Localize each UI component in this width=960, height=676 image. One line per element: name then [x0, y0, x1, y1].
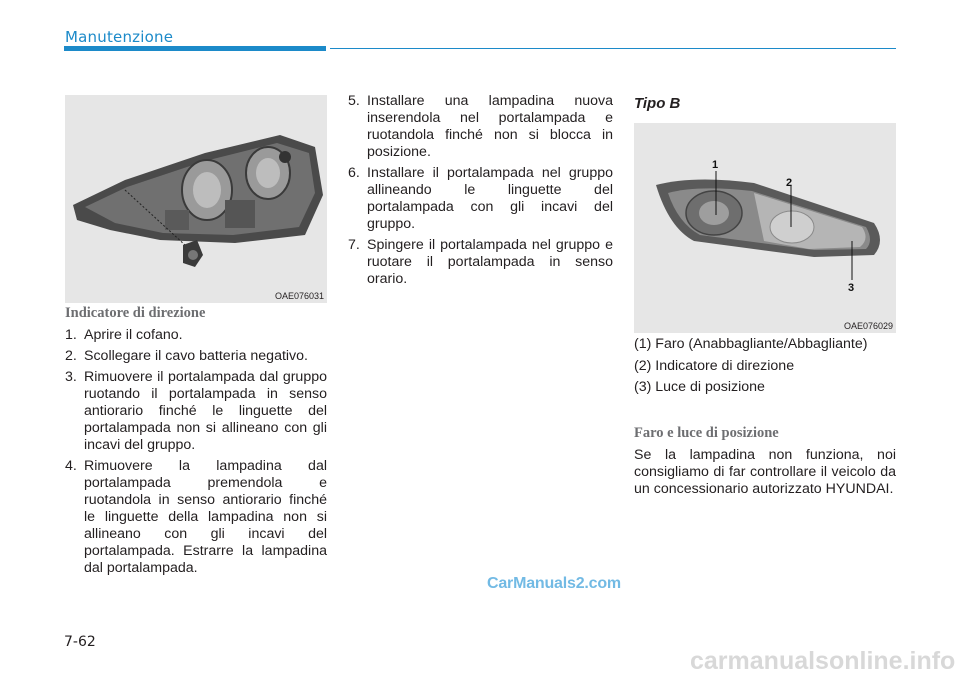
header-rule-thin — [330, 48, 896, 49]
column-3-lower — [634, 336, 896, 498]
page-number: 7-62 — [64, 634, 96, 650]
headlamp-rear-illustration — [65, 95, 327, 303]
list-item: 5. Installare una lampadina nuova inserendola nel portalampada e ruotandola finché non si blocca in posizione. — [348, 93, 613, 160]
step-list — [348, 93, 613, 288]
column-1 — [65, 305, 327, 581]
section-heading: Faro e luce di posizione — [634, 424, 779, 441]
watermark[interactable]: CarManuals2.com — [487, 575, 621, 592]
subheading: Tipo B — [634, 95, 681, 112]
figure-code: OAE076029 — [843, 321, 893, 331]
header-rule-thick — [64, 46, 326, 51]
list-item: 4. Rimuovere la lampadina dal portalampada premendola e ruotandola in senso antiorario finché le linguette della lampadina non si allineano con gli incavi del portalampada. Estrarre la lampadina dal portalampada. — [65, 458, 327, 576]
column-2 — [348, 93, 613, 292]
section-title: Manutenzione — [65, 28, 174, 46]
headlamp-front-illustration — [634, 123, 896, 333]
callout-label: 3 — [848, 282, 855, 294]
section-heading: Indicatore di direzione — [65, 305, 206, 321]
list-item: 1. Aprire il cofano. — [65, 327, 183, 343]
caption-list — [634, 336, 896, 396]
list-item: (1) Faro (Anabbagliante/Abbagliante) — [634, 336, 868, 352]
column-3 — [634, 95, 896, 113]
figure-code: OAE076031 — [274, 291, 324, 301]
body-paragraph: Se la lampadina non funziona, noi consigliamo di far controllare il veicolo da un concessionario autorizzato HYUNDAI. — [634, 446, 896, 497]
list-item: 7. Spingere il portalampada nel gruppo e ruotare il portalampada in senso orario. — [348, 237, 613, 287]
callout-label: 1 — [712, 159, 719, 171]
headlamp-front-drawing — [634, 123, 896, 333]
headlamp-rear-drawing — [65, 95, 327, 303]
callout-label: 2 — [786, 177, 793, 189]
watermark-footer[interactable]: carmanualsonline.info — [690, 647, 956, 675]
step-list — [65, 327, 327, 577]
list-item: (3) Luce di posizione — [634, 379, 765, 395]
list-item: (2) Indicatore di direzione — [634, 357, 795, 374]
list-item: 3. Rimuovere il portalampada dal gruppo ruotando il portalampada in senso antiorario finché le linguette del portalampada non si allineano con gli incavi del gruppo. — [65, 369, 327, 453]
list-item: 2. Scollegare il cavo batteria negativo. — [65, 348, 308, 364]
list-item: 6. Installare il portalampada nel gruppo allineando le linguette del portalampada con gli incavi del gruppo. — [348, 165, 613, 232]
